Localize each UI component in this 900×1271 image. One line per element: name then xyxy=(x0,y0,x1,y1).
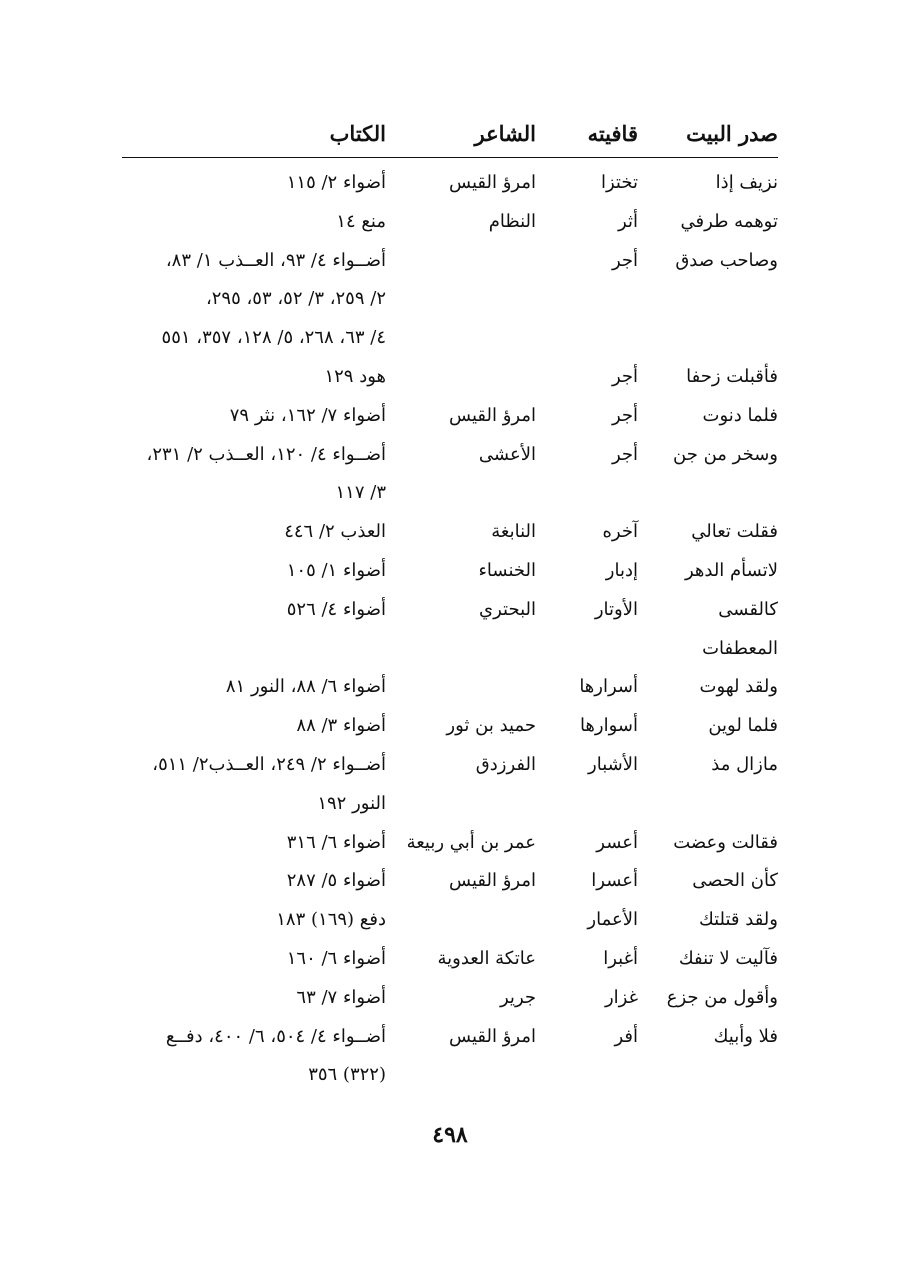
cell-kitab: أضواء ٧/ ٦٣ xyxy=(296,986,386,1008)
cell-kitab: (٣٢٢) ٣٥٦ xyxy=(308,1064,386,1086)
cell-shaer: حميد بن ثور xyxy=(446,715,536,737)
cell-sadr: كأن الحصى xyxy=(692,870,778,892)
cell-sadr: ولقد قتلتك xyxy=(698,909,778,931)
table-row xyxy=(122,552,778,591)
cell-kitab: أضواء ٧/ ١٦٢، نثر ٧٩ xyxy=(229,404,386,426)
table-row xyxy=(122,940,778,979)
table-row xyxy=(122,436,778,475)
table-row xyxy=(122,707,778,746)
cell-qafiya: الأوتار xyxy=(594,598,638,620)
cell-sadr: وأقول من جزع xyxy=(666,986,778,1008)
cell-sadr: نزيف إذا xyxy=(715,172,778,193)
header-sadr: صدر البيت xyxy=(686,121,778,146)
table-row xyxy=(122,319,778,358)
cell-qafiya: أعسر xyxy=(596,831,638,853)
cell-kitab: أضواء ٣/ ٨٨ xyxy=(296,715,386,737)
cell-kitab: منع ١٤ xyxy=(336,210,386,232)
table-row xyxy=(122,630,778,669)
cell-qafiya: أغبرا xyxy=(603,947,638,969)
table-row xyxy=(122,668,778,707)
table-row xyxy=(122,203,778,242)
cell-sadr: المعطفات xyxy=(702,637,778,659)
table-header xyxy=(122,116,778,152)
cell-kitab: أضواء ٦/ ١٦٠ xyxy=(286,947,386,969)
cell-shaer: الأعشى xyxy=(478,443,536,465)
cell-kitab: العذب ٢/ ٤٤٦ xyxy=(284,521,386,543)
cell-kitab: أضــواء ٤/ ١٢٠، العــذب ٢/ ٢٣١، xyxy=(146,443,386,465)
table-row xyxy=(122,280,778,319)
cell-sadr: فقالت وعضت xyxy=(673,831,778,853)
cell-qafiya: أعسرا xyxy=(591,870,638,892)
cell-kitab: النور ١٩٢ xyxy=(317,792,386,814)
cell-qafiya: آخره xyxy=(602,521,638,543)
cell-shaer: النظام xyxy=(488,210,536,232)
cell-shaer: امرؤ القيس xyxy=(449,404,536,426)
cell-sadr: كالقسى xyxy=(718,598,778,620)
table-row xyxy=(122,358,778,397)
cell-qafiya: تختزا xyxy=(601,172,638,193)
cell-qafiya: أجر xyxy=(611,404,638,426)
cell-kitab: أضــواء ٤/ ٥٠٤، ٦/ ٤٠٠، دفــع xyxy=(165,1025,386,1047)
cell-shaer: الفرزدق xyxy=(475,753,536,775)
cell-shaer: امرؤ القيس xyxy=(449,172,536,193)
cell-kitab: دفع (١٦٩) ١٨٣ xyxy=(276,909,386,931)
header-qafiya: قافيته xyxy=(587,121,638,146)
table-row xyxy=(122,513,778,552)
cell-kitab: أضواء ٦/ ٨٨، النور ٨١ xyxy=(225,676,386,698)
cell-shaer: البحتري xyxy=(479,598,536,620)
index-table-body xyxy=(122,164,778,1095)
cell-qafiya: أجر xyxy=(611,443,638,465)
cell-kitab: أضواء ٤/ ٥٢٦ xyxy=(286,598,386,620)
table-row xyxy=(122,474,778,513)
cell-qafiya: غزار xyxy=(604,986,638,1008)
page-number: ٤٩٨ xyxy=(432,1122,468,1148)
cell-shaer: جرير xyxy=(500,986,536,1008)
table-row xyxy=(122,979,778,1018)
cell-kitab: أضــواء ٤/ ٩٣، العــذب ١/ ٨٣، xyxy=(165,249,386,271)
cell-kitab: أضواء ٥/ ٢٨٧ xyxy=(286,870,386,892)
cell-qafiya: إدبار xyxy=(605,559,638,581)
cell-qafiya: أسرارها xyxy=(579,676,638,698)
table-row xyxy=(122,746,778,785)
header-kitab: الكتاب xyxy=(329,121,386,146)
cell-kitab: أضواء ٦/ ٣١٦ xyxy=(286,831,386,853)
cell-kitab: ٤/ ٦٣، ٢٦٨، ٥/ ١٢٨، ٣٥٧، ٥٥١ xyxy=(161,327,386,349)
table-row xyxy=(122,785,778,824)
cell-kitab: هود ١٢٩ xyxy=(324,365,386,387)
cell-sadr: لاتسأم الدهر xyxy=(684,559,778,581)
cell-sadr: توهمه طرفي xyxy=(680,210,778,232)
cell-qafiya: الأعمار xyxy=(587,909,638,931)
cell-shaer: عاتكة العدوية xyxy=(437,947,536,969)
cell-sadr: مازال مذ xyxy=(711,753,778,775)
cell-kitab: أضواء ٢/ ١١٥ xyxy=(286,172,386,193)
cell-shaer: امرؤ القيس xyxy=(449,870,536,892)
table-row xyxy=(122,901,778,940)
table-row xyxy=(122,824,778,863)
cell-sadr: وسخر من جن xyxy=(673,443,778,465)
cell-sadr: فآليت لا تنفك xyxy=(678,947,778,969)
cell-shaer: امرؤ القيس xyxy=(449,1025,536,1047)
cell-kitab: ٢/ ٢٥٩، ٣/ ٥٢، ٥٣، ٢٩٥، xyxy=(205,288,386,310)
cell-shaer: الخنساء xyxy=(478,559,536,581)
cell-qafiya: أجر xyxy=(611,249,638,271)
cell-qafiya: الأشبار xyxy=(588,753,638,775)
cell-sadr: ولقد لهوت xyxy=(699,676,778,698)
table-row xyxy=(122,242,778,281)
table-row xyxy=(122,591,778,630)
cell-kitab: ٣/ ١١٧ xyxy=(335,482,386,504)
cell-qafiya: أفر xyxy=(614,1025,638,1047)
cell-shaer: عمر بن أبي ربيعة xyxy=(406,831,536,853)
cell-sadr: وصاحب صدق xyxy=(675,249,778,271)
table-row xyxy=(122,862,778,901)
cell-qafiya: أثر xyxy=(618,210,638,232)
cell-sadr: فلما لوين xyxy=(708,715,778,737)
cell-sadr: فأقبلت زحفا xyxy=(686,365,778,387)
cell-kitab: أضواء ١/ ١٠٥ xyxy=(286,559,386,581)
table-row xyxy=(122,1056,778,1095)
cell-qafiya: أسوارها xyxy=(579,715,638,737)
header-rule xyxy=(122,157,778,158)
header-shaer: الشاعر xyxy=(474,121,536,146)
cell-sadr: فلما دنوت xyxy=(702,404,778,426)
cell-kitab: أضــواء ٢/ ٢٤٩، العــذب٢/ ٥١١، xyxy=(152,753,386,775)
table-row xyxy=(122,1018,778,1057)
table-row xyxy=(122,164,778,203)
cell-sadr: فلا وأبيك xyxy=(713,1025,778,1047)
table-row xyxy=(122,397,778,436)
cell-qafiya: أجر xyxy=(611,365,638,387)
cell-shaer: النابغة xyxy=(491,521,536,543)
cell-sadr: فقلت تعالي xyxy=(691,521,778,543)
